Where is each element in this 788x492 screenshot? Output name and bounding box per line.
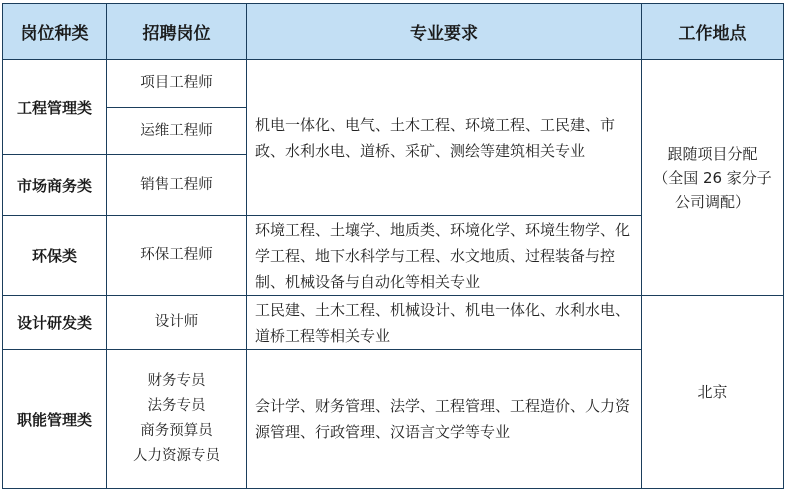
category-market: 市场商务类 [3,155,107,216]
positions-functional [107,350,247,489]
category-environment: 环保类 [3,216,107,296]
table-row [3,296,784,350]
location-line: （全国 26 家分子 [653,168,772,187]
location-line: 跟随项目分配 [667,144,758,163]
header-category: 岗位种类 [3,4,107,60]
table-row [3,60,784,108]
category-functional: 职能管理类 [3,350,107,489]
requirement-engineering-market: 机电一体化、电气、土木工程、环境工程、工民建、市政、水利水电、道桥、采矿、测绘等建筑相关专业 [247,60,642,216]
location-follow-project [642,60,784,296]
position-hr: 人力资源专员 [133,448,220,464]
header-requirement: 专业要求 [247,4,642,60]
requirement-functional: 会计学、财务管理、法学、工程管理、工程造价、人力资源管理、行政管理、汉语言文学等专业 [247,350,642,489]
category-engineering: 工程管理类 [3,60,107,155]
position-legal: 法务专员 [147,398,206,414]
position-env-engineer: 环保工程师 [107,216,247,296]
location-line: 公司调配） [674,192,750,211]
location-beijing: 北京 [642,296,784,489]
position-sales-engineer: 销售工程师 [107,155,247,216]
header-location: 工作地点 [642,4,784,60]
recruitment-table [2,3,784,489]
position-ops-engineer: 运维工程师 [107,108,247,155]
position-project-engineer: 项目工程师 [107,60,247,108]
position-finance: 财务专员 [147,373,206,389]
requirement-environment: 环境工程、土壤学、地质类、环境化学、环境生物学、化学工程、地下水科学与工程、水文地质、过程装备与控制、机械设备与自动化等相关专业 [247,216,642,296]
position-budget: 商务预算员 [140,423,213,439]
header-row [3,4,784,60]
position-designer: 设计师 [107,296,247,350]
header-position: 招聘岗位 [107,4,247,60]
requirement-design: 工民建、土木工程、机械设计、机电一体化、水利水电、道桥工程等相关专业 [247,296,642,350]
category-design: 设计研发类 [3,296,107,350]
